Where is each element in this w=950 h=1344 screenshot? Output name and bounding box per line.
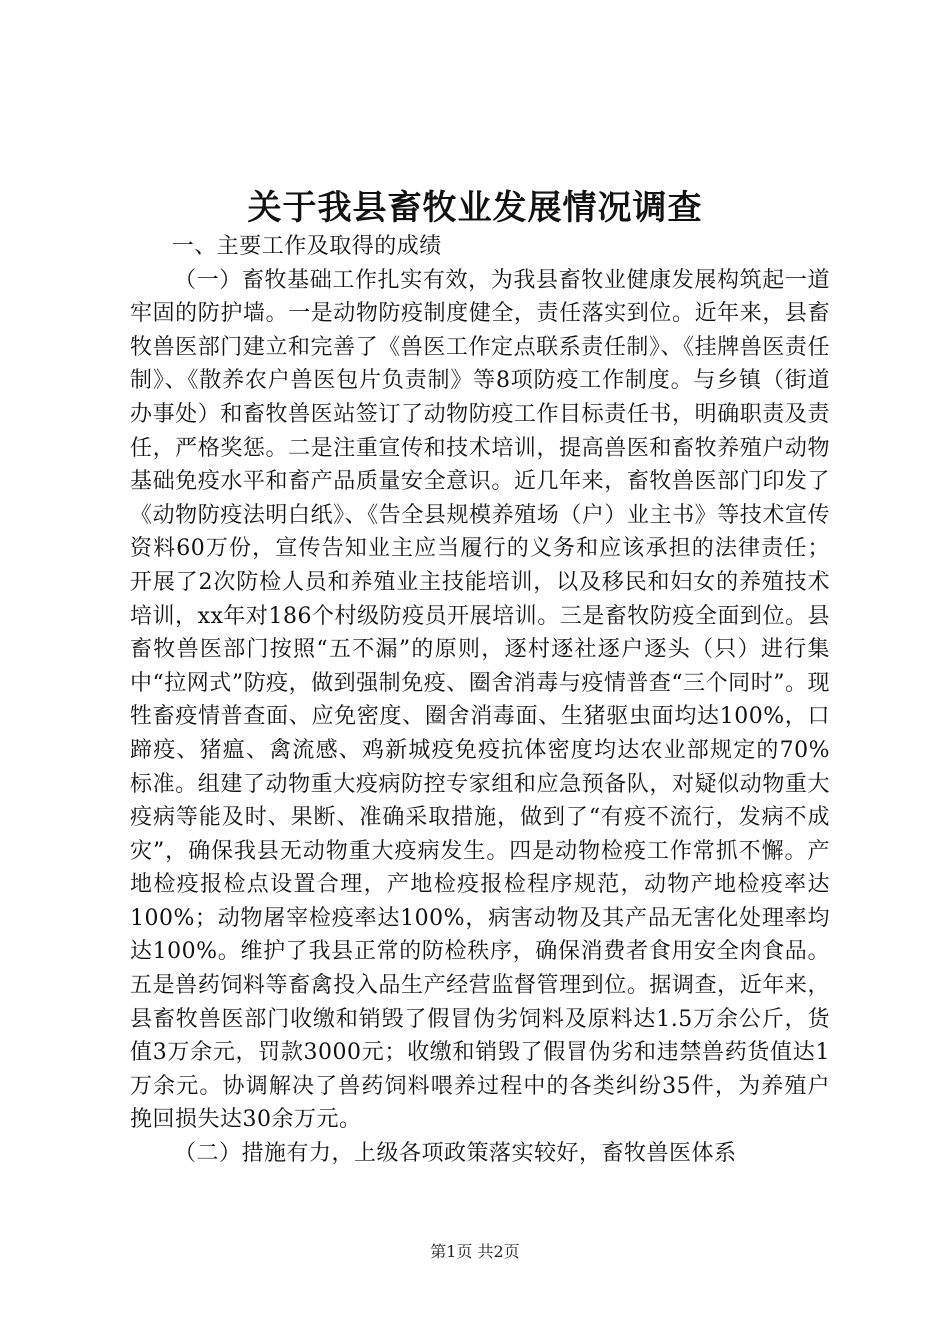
document-body [130, 230, 830, 1171]
paragraph: （二）措施有力，上级各项政策落实较好，畜牧兽医体系 [174, 1141, 737, 1167]
page-number: 第1页 共2页 [430, 1242, 520, 1261]
paragraph: （一）畜牧基础工作扎实有效，为我县畜牧业健康发展构筑起一道牢固的防护墙。一是动物防疫制度健全，责任落实到位。近年来，县畜牧兽医部门建立和完善了《兽医工作定点联系责任制》、《挂牌兽医责任制》、《散养农户兽医包片负责制》等8项防疫工作制度。与乡镇（街道办事处）和畜牧兽医站签订了动物防疫工作目标责任书，明确职责及责任，严格奖惩。二是注重宣传和技术培训，提高兽医和畜牧养殖户动物基础免疫水平和畜产品质量安全意识。近几年来，畜牧兽医部门印发了《动物防疫法明白纸》、《告全县规模养殖场（户）业主书》等技术宣传资料60万份，宣传告知业主应当履行的义务和应该承担的法律责任；开展了2次防检人员和养殖业主技能培训，以及移民和妇女的养殖技术培训，xx年对186个村级防疫员开展培训。三是畜牧防疫全面到位。县畜牧兽医部门按照“五不漏”的原则，逐村逐社逐户逐头（只）进行集中“拉网式”防疫，做到强制免疫、圈舍消毒与疫情普查“三个同时”。现牲畜疫情普查面、应免密度、圈舍消毒面、生猪驱虫面均达100%，口蹄疫、猪瘟、禽流感、鸡新城疫免疫抗体密度均达农业部规定的70%标准。组建了动物重大疫病防控专家组和应急预备队，对疑似动物重大疫病等能及时、果断、准确采取措施，做到了“有疫不流行，发病不成灾”，确保我县无动物重大疫病发生。四是动物检疫工作常抓不懈。产地检疫报检点设置合理，产地检疫报检程序规范，动物产地检疫率达100%；动物屠宰检疫率达100%，病害动物及其产品无害化处理率均达100%。维护了我县正常的防检秩序，确保消费者食用安全肉食品。五是兽药饲料等畜禽投入品生产经营监督管理到位。据调查，近年来，县畜牧兽医部门收缴和销毁了假冒伪劣饲料及原料达1.5万余公斤，货值3万余元，罚款3000元；收缴和销毁了假冒伪劣和违禁兽药货值达1万余元。协调解决了兽药饲料喂养过程中的各类纠纷35件，为养殖户挽回损失达30余万元。 [130, 267, 830, 1133]
section-heading: 一、主要工作及取得的成绩 [171, 234, 442, 259]
document-title: 关于我县畜牧业发展情况调查 [247, 188, 703, 228]
